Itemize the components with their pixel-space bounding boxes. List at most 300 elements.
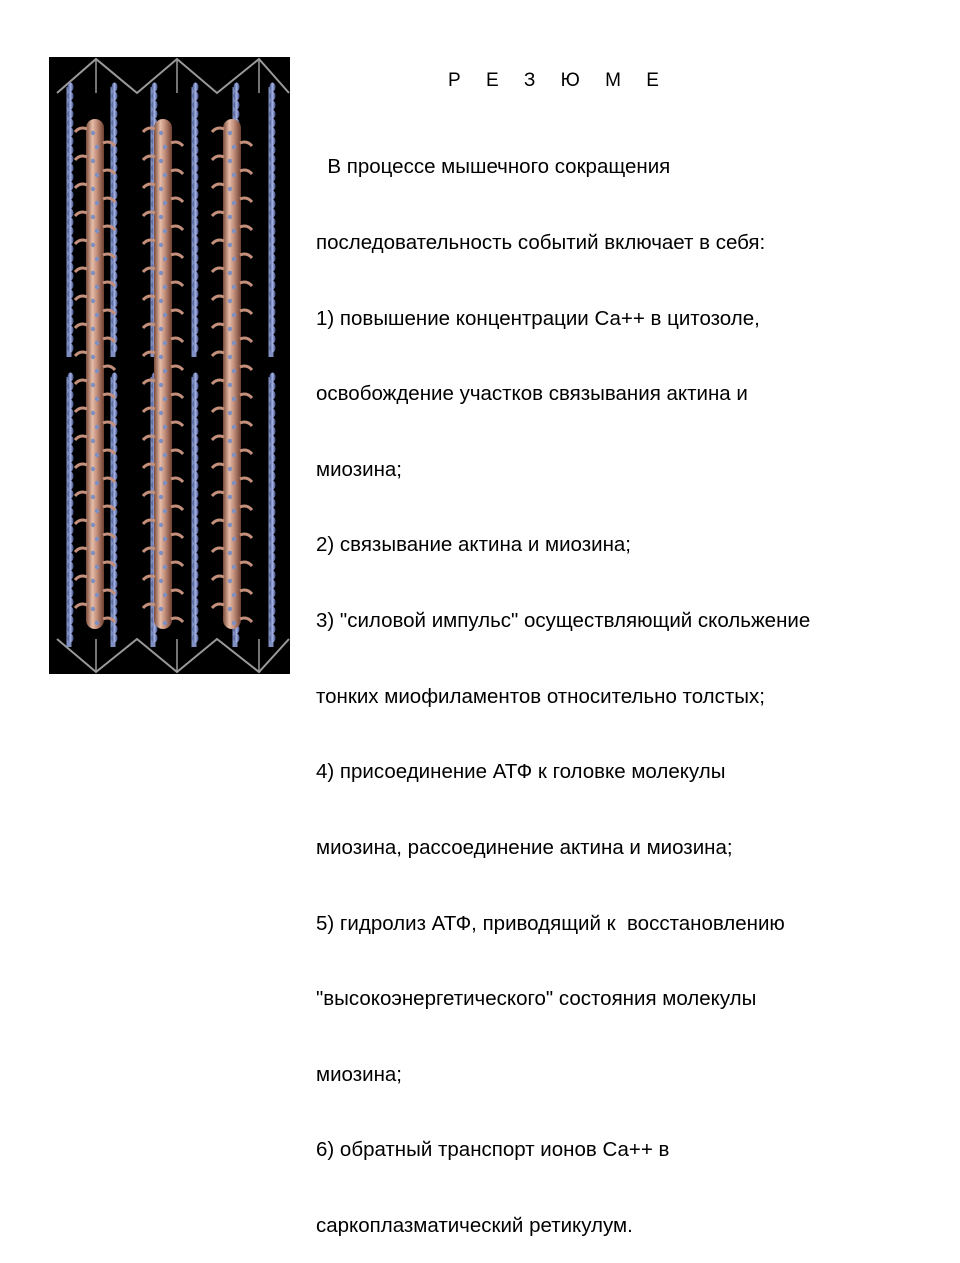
actin-bead <box>270 191 276 200</box>
actin-bead <box>193 535 199 544</box>
actin-bead <box>68 616 74 625</box>
myosin-node <box>228 327 232 331</box>
actin-bead <box>270 526 276 535</box>
actin-bead <box>112 517 118 526</box>
myosin-node <box>95 313 99 317</box>
myosin-node <box>159 439 163 443</box>
actin-bead <box>68 436 74 445</box>
actin-bead <box>270 227 276 236</box>
actin-bead <box>68 110 74 119</box>
actin-bead <box>193 200 199 209</box>
actin-bead <box>270 254 276 263</box>
myosin-node <box>232 341 236 345</box>
summary-line: 4) присоединение АТФ к головке молекулы <box>316 760 726 784</box>
actin-bead <box>68 526 74 535</box>
actin-bead <box>270 562 276 571</box>
myosin-node <box>91 131 95 135</box>
actin-bead <box>270 589 276 598</box>
actin-bead <box>68 400 74 409</box>
actin-bead <box>193 245 199 254</box>
myosin-node <box>91 495 95 499</box>
summary-line: 6) обратный транспорт ионов Са++ в <box>316 1138 670 1162</box>
myosin-node <box>95 369 99 373</box>
actin-bead <box>68 607 74 616</box>
actin-bead <box>68 245 74 254</box>
actin-bead <box>68 227 74 236</box>
actin-bead <box>68 128 74 137</box>
actin-bead <box>270 616 276 625</box>
actin-bead <box>193 589 199 598</box>
myosin-node <box>163 369 167 373</box>
actin-bead <box>112 400 118 409</box>
actin-bead <box>112 344 118 353</box>
myosin-node <box>159 159 163 163</box>
actin-bead <box>112 245 118 254</box>
actin-bead <box>270 263 276 272</box>
myosin-node <box>91 467 95 471</box>
myosin-node <box>163 341 167 345</box>
actin-bead <box>270 335 276 344</box>
actin-bead <box>270 634 276 643</box>
actin-bead <box>270 119 276 128</box>
actin-bead <box>270 400 276 409</box>
actin-bead <box>270 598 276 607</box>
actin-bead <box>270 490 276 499</box>
myosin-node <box>159 607 163 611</box>
actin-bead <box>193 263 199 272</box>
actin-bead <box>68 173 74 182</box>
actin-bead <box>234 634 240 643</box>
actin-bead <box>68 218 74 227</box>
actin-bead <box>193 92 199 101</box>
actin-bead <box>68 481 74 490</box>
actin-bead <box>68 517 74 526</box>
actin-bead <box>270 299 276 308</box>
myosin-node <box>159 243 163 247</box>
actin-bead <box>112 263 118 272</box>
myosin-node <box>95 285 99 289</box>
myosin-node <box>232 425 236 429</box>
actin-bead <box>68 290 74 299</box>
myosin-node <box>159 355 163 359</box>
actin-bead <box>112 83 118 92</box>
actin-bead <box>193 625 199 634</box>
actin-bead <box>68 119 74 128</box>
actin-bead <box>68 589 74 598</box>
myosin-node <box>91 187 95 191</box>
actin-bead <box>112 409 118 418</box>
actin-bead <box>68 598 74 607</box>
actin-bead <box>112 463 118 472</box>
myosin-node <box>91 439 95 443</box>
summary-line: тонких миофиламентов относительно толстых; <box>316 684 765 708</box>
myosin-node <box>228 551 232 555</box>
actin-bead <box>270 344 276 353</box>
actin-bead <box>68 209 74 218</box>
actin-bead <box>68 490 74 499</box>
actin-bead <box>112 607 118 616</box>
actin-bead <box>112 427 118 436</box>
actin-bead <box>193 236 199 245</box>
actin-bead <box>68 544 74 553</box>
actin-bead <box>193 580 199 589</box>
actin-bead <box>270 517 276 526</box>
myosin-node <box>91 243 95 247</box>
actin-bead <box>112 526 118 535</box>
actin-bead <box>112 182 118 191</box>
actin-bead <box>68 571 74 580</box>
actin-bead <box>112 272 118 281</box>
actin-bead <box>193 218 199 227</box>
myosin-node <box>95 257 99 261</box>
actin-bead <box>193 191 199 200</box>
actin-bead <box>68 137 74 146</box>
summary-line: 2) связывание актина и миозина; <box>316 533 631 557</box>
myosin-node <box>159 215 163 219</box>
actin-bead <box>193 373 199 382</box>
actin-bead <box>193 400 199 409</box>
myosin-node <box>163 621 167 625</box>
actin-bead <box>152 92 158 101</box>
actin-bead <box>112 625 118 634</box>
myosin-node <box>159 579 163 583</box>
myosin-node <box>95 621 99 625</box>
myosin-node <box>228 495 232 499</box>
actin-bead <box>270 418 276 427</box>
myosin-node <box>95 453 99 457</box>
myosin-node <box>228 271 232 275</box>
actin-bead <box>68 344 74 353</box>
myosin-node <box>95 229 99 233</box>
actin-bead <box>68 454 74 463</box>
actin-bead <box>193 164 199 173</box>
actin-bead <box>270 218 276 227</box>
actin-bead <box>68 335 74 344</box>
actin-bead <box>270 155 276 164</box>
myosin-node <box>95 509 99 513</box>
summary-line: 5) гидролиз АТФ, приводящий к восстановлению <box>316 911 785 935</box>
actin-bead <box>234 83 240 92</box>
actin-bead <box>112 454 118 463</box>
actin-bead <box>68 562 74 571</box>
myosin-node <box>163 229 167 233</box>
actin-bead <box>270 146 276 155</box>
actin-bead <box>193 155 199 164</box>
actin-bead <box>193 634 199 643</box>
actin-bead <box>270 92 276 101</box>
summary-line: 1) повышение концентрации Са++ в цитозоле, <box>316 306 760 330</box>
actin-bead <box>68 263 74 272</box>
actin-bead <box>152 634 158 643</box>
actin-bead <box>234 92 240 101</box>
myosin-node <box>232 397 236 401</box>
actin-bead <box>270 382 276 391</box>
actin-bead <box>112 382 118 391</box>
actin-bead <box>68 508 74 517</box>
summary-line: миозина; <box>316 457 402 481</box>
actin-bead <box>68 499 74 508</box>
myosin-node <box>163 481 167 485</box>
actin-bead <box>193 146 199 155</box>
actin-bead <box>68 634 74 643</box>
myosin-node <box>91 271 95 275</box>
myosin-node <box>91 159 95 163</box>
actin-bead <box>193 173 199 182</box>
actin-bead <box>193 128 199 137</box>
actin-bead <box>68 418 74 427</box>
actin-bead <box>193 508 199 517</box>
actin-bead <box>270 535 276 544</box>
actin-bead <box>270 173 276 182</box>
summary-line: В процессе мышечного сокращения <box>316 155 671 179</box>
myosin-node <box>232 453 236 457</box>
actin-bead <box>193 607 199 616</box>
actin-bead <box>112 544 118 553</box>
actin-bead <box>193 119 199 128</box>
actin-bead <box>270 571 276 580</box>
actin-bead <box>270 281 276 290</box>
actin-bead <box>152 110 158 119</box>
actin-bead <box>193 254 199 263</box>
actin-bead <box>68 445 74 454</box>
actin-bead <box>270 427 276 436</box>
actin-bead <box>234 110 240 119</box>
myosin-node <box>228 467 232 471</box>
myofibril-filaments-svg <box>49 57 290 674</box>
actin-bead <box>193 454 199 463</box>
actin-bead <box>270 508 276 517</box>
actin-bead <box>270 83 276 92</box>
actin-bead <box>112 299 118 308</box>
actin-bead <box>112 571 118 580</box>
actin-bead <box>270 580 276 589</box>
actin-bead <box>270 409 276 418</box>
actin-bead <box>112 580 118 589</box>
myosin-node <box>232 285 236 289</box>
actin-bead <box>270 137 276 146</box>
myosin-node <box>228 215 232 219</box>
actin-bead <box>68 281 74 290</box>
actin-bead <box>112 436 118 445</box>
myosin-node <box>228 579 232 583</box>
myosin-node <box>228 299 232 303</box>
myosin-node <box>91 411 95 415</box>
actin-bead <box>193 571 199 580</box>
myosin-node <box>159 495 163 499</box>
myosin-node <box>228 159 232 163</box>
myosin-node <box>95 481 99 485</box>
myosin-node <box>159 523 163 527</box>
actin-bead <box>270 472 276 481</box>
myosin-node <box>232 593 236 597</box>
myosin-node <box>91 523 95 527</box>
myosin-node <box>163 257 167 261</box>
summary-line: миозина; <box>316 1062 402 1086</box>
actin-bead <box>112 119 118 128</box>
actin-bead <box>270 544 276 553</box>
actin-bead <box>193 299 199 308</box>
summary-line: освобождение участков связывания актина и <box>316 382 748 406</box>
actin-bead <box>68 580 74 589</box>
actin-bead <box>112 317 118 326</box>
actin-bead <box>193 101 199 110</box>
actin-bead <box>112 553 118 562</box>
actin-bead <box>112 634 118 643</box>
actin-bead <box>68 200 74 209</box>
actin-bead <box>152 83 158 92</box>
actin-bead <box>270 436 276 445</box>
actin-bead <box>270 245 276 254</box>
actin-bead <box>193 436 199 445</box>
actin-bead <box>68 308 74 317</box>
actin-bead <box>193 463 199 472</box>
myosin-node <box>163 173 167 177</box>
actin-bead <box>193 83 199 92</box>
actin-bead <box>193 391 199 400</box>
myosin-node <box>159 327 163 331</box>
actin-bead <box>270 236 276 245</box>
actin-bead <box>68 254 74 263</box>
myosin-node <box>95 145 99 149</box>
actin-bead <box>68 83 74 92</box>
myosin-node <box>159 383 163 387</box>
actin-bead <box>112 209 118 218</box>
myosin-node <box>163 397 167 401</box>
actin-bead <box>234 101 240 110</box>
myosin-node <box>163 145 167 149</box>
myosin-node <box>232 481 236 485</box>
myosin-node <box>232 173 236 177</box>
actin-bead <box>270 373 276 382</box>
myosin-node <box>228 607 232 611</box>
actin-bead <box>112 490 118 499</box>
myosin-node <box>91 299 95 303</box>
actin-bead <box>193 427 199 436</box>
actin-bead <box>193 227 199 236</box>
myofibril-illustration <box>49 57 290 674</box>
myosin-node <box>232 145 236 149</box>
summary-line: саркоплазматический ретикулум. <box>316 1213 633 1237</box>
myosin-node <box>95 397 99 401</box>
myosin-node <box>159 551 163 555</box>
summary-line: "высокоэнергетического" состояния молекулы <box>316 987 757 1011</box>
actin-bead <box>193 382 199 391</box>
actin-bead <box>68 535 74 544</box>
actin-bead <box>193 490 199 499</box>
actin-bead <box>112 146 118 155</box>
actin-bead <box>112 110 118 119</box>
actin-bead <box>112 128 118 137</box>
myosin-node <box>228 523 232 527</box>
actin-bead <box>270 164 276 173</box>
actin-bead <box>270 454 276 463</box>
actin-bead <box>193 544 199 553</box>
myosin-node <box>159 299 163 303</box>
actin-bead <box>193 418 199 427</box>
actin-bead <box>193 182 199 191</box>
actin-bead <box>270 481 276 490</box>
myosin-node <box>232 509 236 513</box>
actin-bead <box>68 463 74 472</box>
actin-bead <box>193 209 199 218</box>
myosin-node <box>228 383 232 387</box>
myosin-node <box>95 201 99 205</box>
myosin-node <box>91 551 95 555</box>
actin-bead <box>68 391 74 400</box>
actin-bead <box>270 463 276 472</box>
myosin-node <box>163 509 167 513</box>
actin-bead <box>270 272 276 281</box>
summary-line: 3) "силовой импульс" осуществляющий скольжение <box>316 609 811 633</box>
actin-bead <box>270 209 276 218</box>
actin-bead <box>193 290 199 299</box>
actin-bead <box>193 335 199 344</box>
myosin-node <box>232 229 236 233</box>
myosin-node <box>159 131 163 135</box>
actin-bead <box>270 499 276 508</box>
actin-bead <box>193 344 199 353</box>
myosin-node <box>232 313 236 317</box>
actin-bead <box>68 326 74 335</box>
actin-bead <box>68 409 74 418</box>
actin-bead <box>193 317 199 326</box>
myosin-node <box>159 271 163 275</box>
actin-bead <box>68 373 74 382</box>
actin-bead <box>270 326 276 335</box>
myosin-node <box>163 565 167 569</box>
actin-bead <box>193 110 199 119</box>
actin-bead <box>270 290 276 299</box>
myosin-node <box>163 425 167 429</box>
myosin-node <box>91 383 95 387</box>
actin-bead <box>193 517 199 526</box>
actin-bead <box>270 128 276 137</box>
myosin-node <box>163 537 167 541</box>
actin-bead <box>193 445 199 454</box>
actin-bead <box>68 472 74 481</box>
myosin-node <box>232 565 236 569</box>
myosin-node <box>163 313 167 317</box>
myosin-node <box>163 593 167 597</box>
actin-bead <box>152 101 158 110</box>
myosin-node <box>95 425 99 429</box>
myosin-node <box>159 187 163 191</box>
actin-bead <box>68 101 74 110</box>
actin-bead <box>270 308 276 317</box>
actin-bead <box>68 92 74 101</box>
myosin-node <box>95 537 99 541</box>
myosin-node <box>95 341 99 345</box>
summary-line: миозина, рассоединение актина и миозина; <box>316 835 733 859</box>
actin-bead <box>270 182 276 191</box>
myosin-node <box>163 453 167 457</box>
actin-bead <box>193 481 199 490</box>
actin-bead <box>193 472 199 481</box>
actin-bead <box>68 427 74 436</box>
myosin-node <box>228 187 232 191</box>
actin-bead <box>68 164 74 173</box>
actin-bead <box>270 101 276 110</box>
actin-bead <box>112 92 118 101</box>
actin-bead <box>112 236 118 245</box>
myosin-node <box>232 369 236 373</box>
actin-bead <box>68 236 74 245</box>
myosin-node <box>232 257 236 261</box>
myosin-node <box>91 355 95 359</box>
myosin-node <box>95 173 99 177</box>
myosin-node <box>163 201 167 205</box>
actin-bead <box>270 607 276 616</box>
